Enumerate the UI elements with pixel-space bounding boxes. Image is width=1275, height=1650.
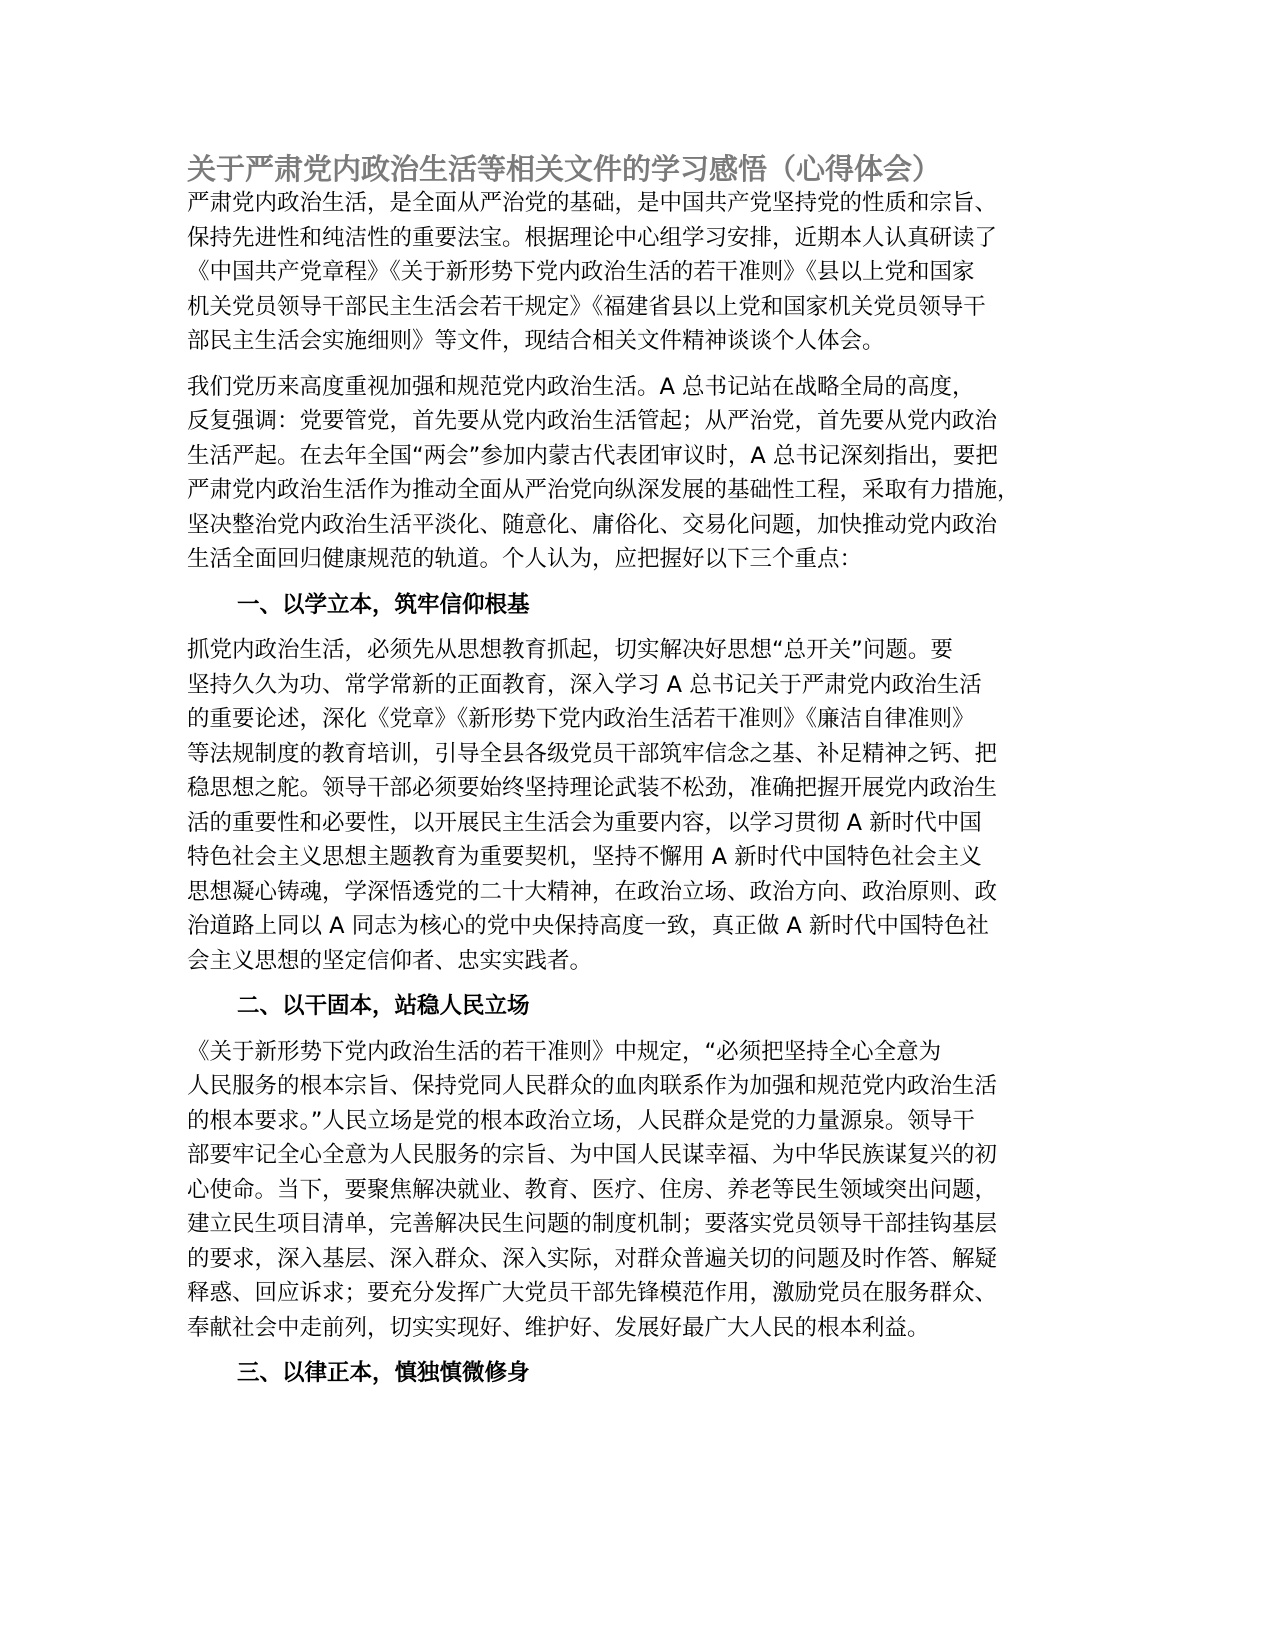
- section-heading-1: 一、以学立本，筑牢信仰根基: [237, 591, 530, 618]
- document-page: [187, 152, 1107, 1402]
- document-title: 关于严肃党内政治生活等相关文件的学习感悟（心得体会）: [187, 152, 942, 186]
- paragraph-2: 抓党内政治生活，必须先从思想教育抓起，切实解决好思想“总开关”问题。要 坚持久久为功、常学常新的正面教育，深入学习 A 总书记关于严肃党内政治生活 的重要论述，深化《党章》《新形势下党内政治生活若干准则》《廉洁自律准则》 等法规制度的教育培训，引导全县各级党员干部筑牢信念之基、补足精神之钙、把 稳思想之舵。领导干部必须要始终坚持理论武装不松劲，准确把握开展党内政治生 活的重要性和必要性，以开展民主生活会为重要内容，以学习贯彻 A 新时代中国 特色社会主义思想主题教育为重要契机，坚持不懈用 A 新时代中国特色社会主义 思想凝心铸魂，学深悟透党的二十大精神，在政治立场、政治方向、政治原则、政 治道路上同以 A 同志为核心的党中央保持高度一致，真正做 A 新时代中国特色社 会主义思想的坚定信仰者、忠实实践者。: [187, 637, 998, 974]
- section-heading-2: 二、以干固本，站稳人民立场: [237, 993, 530, 1019]
- section-heading-3: 三、以律正本，慎独慎微修身: [237, 1360, 530, 1386]
- intro-paragraph: 严肃党内政治生活，是全面从严治党的基础，是中国共产党坚持党的性质和宗旨、 保持先进性和纯洁性的重要法宝。根据理论中心组学习安排，近期本人认真研读了 《中国共产党章程》《关于新形势下党内政治生活的若干准则》《县以上党和国家 机关党员领导干部民主生活会若干规定》《福建省县以上党和国家机关党员领导干 部民主生活会实施细则》等文件，现结合相关文件精神谈谈个人体会。: [187, 190, 998, 354]
- paragraph-1: 我们党历来高度重视加强和规范党内政治生活。A 总书记站在战略全局的高度， 反复强调：党要管党，首先要从党内政治生活管起；从严治党，首先要从党内政治 生活严起。在去年全国“两会”参加内蒙古代表团审议时，A 总书记深刻指出，要把 严肃党内政治生活作为推动全面从严治党向纵深发展的基础性工程，采取有力措施， 坚决整治党内政治生活平淡化、随意化、庸俗化、交易化问题，加快推动党内政治 生活全面回归健康规范的轨道。个人认为，应把握好以下三个重点：: [187, 373, 1020, 572]
- paragraph-3: 《关于新形势下党内政治生活的若干准则》中规定，“必须把坚持全心全意为 人民服务的根本宗旨、保持党同人民群众的血肉联系作为加强和规范党内政治生活 的根本要求。”人民立场是党的根本政治立场，人民群众是党的力量源泉。领导干 部要牢记全心全意为人民服务的宗旨、为中国人民谋幸福、为中华民族谋复兴的初 心使命。当下，要聚焦解决就业、教育、医疗、住房、养老等民生领域突出问题， 建立民生项目清单，完善解决民生问题的制度机制；要落实党员领导干部挂钩基层 的要求，深入基层、深入群众、深入实际，对群众普遍关切的问题及时作答、解疑 释惑、回应诉求；要充分发挥广大党员干部先锋模范作用，激励党员在服务群众、 奉献社会中走前列，切实实现好、维护好、发展好最广大人民的根本利益。: [187, 1038, 998, 1341]
